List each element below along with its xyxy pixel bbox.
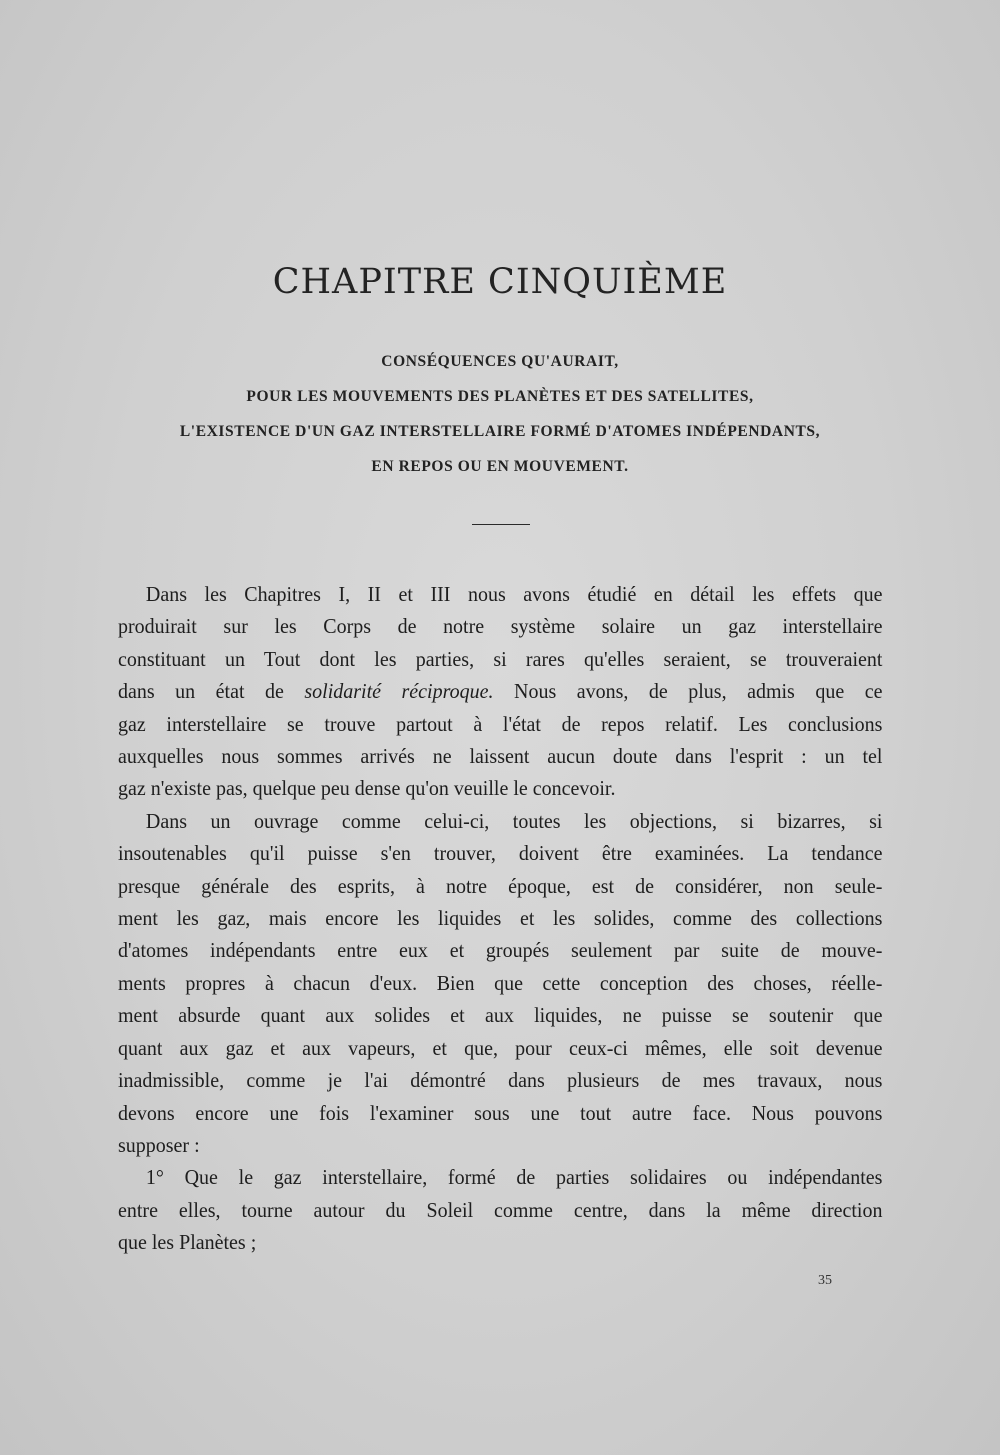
body-text: [118, 578, 882, 1259]
text-line: devons encore une fois l'examiner sous une tout autre face. Nous pouvons: [118, 1100, 883, 1125]
text-line: auxquelles nous sommes arrivés ne laissent aucun doute dans l'esprit : un tel: [118, 744, 883, 769]
text-line: Dans un ouvrage comme celui-ci, toutes les objections, si bizarres, si: [145, 808, 883, 833]
text-line: gaz n'existe pas, quelque peu dense qu'on veuille le concevoir.: [118, 776, 616, 801]
text-line: gaz interstellaire se trouve partout à l'état de repos relatif. Les conclusions: [118, 711, 883, 736]
subtitle-line: POUR LES MOUVEMENTS DES PLANÈTES ET DES SATELLITES,: [246, 388, 754, 405]
text-run: dans un état de: [118, 679, 305, 704]
text-line: presque générale des esprits, à notre époque, est de considérer, non seule-: [118, 873, 883, 898]
text-line: supposer :: [118, 1132, 200, 1157]
text-line: 1° Que le gaz interstellaire, formé de parties solidaires ou indépendantes: [145, 1165, 883, 1190]
text-line: ments propres à chacun d'eux. Bien que cette conception des choses, réelle-: [118, 970, 883, 995]
text-line: entre elles, tourne autour du Soleil comme centre, dans la même direction: [118, 1197, 883, 1222]
chapter-subtitle: [0, 344, 1000, 484]
text-line: quant aux gaz et aux vapeurs, et que, pour ceux-ci mêmes, elle soit devenue: [118, 1035, 883, 1060]
text-line: que les Planètes ;: [118, 1230, 257, 1255]
subtitle-line: EN REPOS OU EN MOUVEMENT.: [371, 458, 629, 475]
italic-phrase: solidarité réciproque.: [304, 679, 494, 704]
text-line: ment les gaz, mais encore les liquides et les solides, comme des collections: [118, 906, 883, 931]
text-line: Dans les Chapitres I, II et III nous avons étudié en détail les effets que: [145, 582, 883, 606]
page-number: 35: [818, 1273, 832, 1288]
text-line: d'atomes indépendants entre eux et groupés seulement par suite de mouve-: [118, 938, 883, 963]
text-line: insoutenables qu'il puisse s'en trouver, doivent être examinées. La tendance: [118, 841, 883, 866]
text-line: inadmissible, comme je l'ai démontré dans plusieurs de mes travaux, nous: [118, 1068, 883, 1093]
text-line: constituant un Tout dont les parties, si rares qu'elles seraient, se trouveraient: [118, 646, 883, 671]
text-line: [118, 675, 882, 707]
text-line: ment absurde quant aux solides et aux liquides, ne puisse se soutenir que: [118, 1003, 883, 1028]
chapter-title: CHAPITRE CINQUIÈME: [272, 262, 728, 302]
text-line: produirait sur les Corps de notre système solaire un gaz interstellaire: [118, 614, 883, 639]
text-run: Nous avons, de plus, admis que ce: [493, 679, 883, 704]
section-divider: [472, 524, 530, 525]
subtitle-line: L'EXISTENCE D'UN GAZ INTERSTELLAIRE FORMÉ D'ATOMES INDÉPENDANTS,: [179, 423, 821, 440]
subtitle-line: CONSÉQUENCES QU'AURAIT,: [381, 353, 619, 370]
